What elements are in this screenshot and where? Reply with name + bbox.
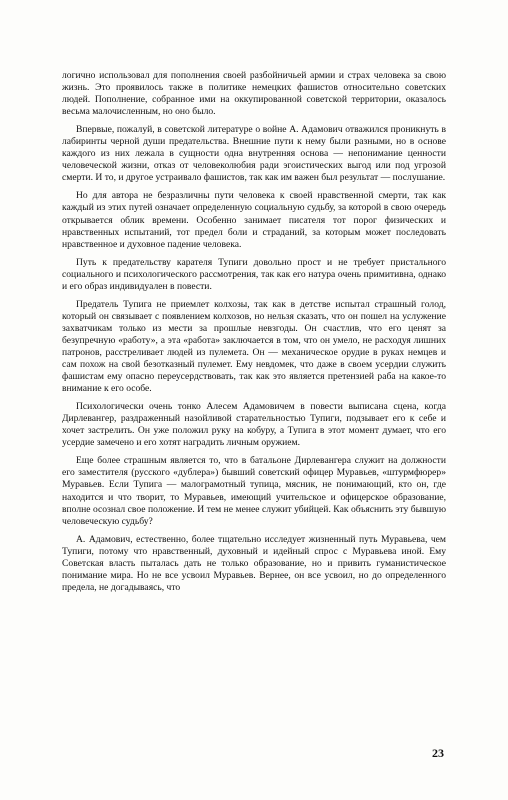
paragraph-7: Еще более страшным является то, что в батальоне Дирлевангера служит на должности его заместителя (русского «дублера») бывший советский офицер Муравьев, «штурмфюрер» Муравьев. Если Тупига — малограмотный тупица, мясник, не понимающий, кто он, где находится и что творит, то Муравьев, имеющий учительское и офицерское образование, вполне осознал свое положение. И тем не менее служит убийцей. Как объяснить эту бывшую человеческую судьбу?	[62, 455, 446, 527]
paragraph-3: Но для автора не безразличны пути человека к своей нравственной смерти, так как каждый из этих путей означает определенную социальную судьбу, за которой в свою очередь открывается облик времени. Особенно занимает писателя тот порог физических и нравственных испытаний, тот предел боли и страданий, за которым может последовать нравственное и духовное падение человека.	[62, 190, 446, 250]
paragraph-4: Путь к предательству карателя Тупиги довольно прост и не требует пристального социального и психологического рассмотрения, так как его натура очень примитивна, однако и его образ индивидуален в повести.	[62, 256, 446, 292]
paragraph-2: Впервые, пожалуй, в советской литературе о войне А. Адамович отважился проникнуть в лабиринты черной души предательства. Внешние пути к нему были разными, но в основе каждого из них лежала в сущности одна внутренняя основа — непонимание ценности человеческой жизни, отказ от человеколюбия ради эгоистических выгод или под угрозой смерти. И то, и другое устраивало фашистов, так как им важен был результат — послушание.	[62, 124, 446, 184]
page-body	[62, 70, 446, 600]
paragraph-1: логично использовал для пополнения своей разбойничьей армии и страх человека за свою жизнь. Это проявилось также в политике немецких фашистов относительно советских людей. Пополнение, собранное ими на оккупированной советской территории, оказалось весьма малочисленным, но оно было.	[62, 70, 446, 118]
paragraph-6: Психологически очень тонко Алесем Адамовичем в повести выписана сцена, когда Дирлевангер, раздраженный назойливой старательностью Тупиги, подзывает его к себе и хочет застрелить. Он уже положил руку на кобуру, а Тупига в этот момент думает, что его усердие замечено и его хотят наградить личным оружием.	[62, 401, 446, 449]
page-number: 23	[432, 746, 444, 760]
paragraph-5: Предатель Тупига не приемлет колхозы, так как в детстве испытал страшный голод, который он связывает с появлением колхозов, но нельзя сказать, что он пошел на услужение захватчикам только из мести за прошлые невзгоды. Он счастлив, что его ценят за безупречную «работу», а эта «работа» заключается в том, что он умело, не расходуя лишних патронов, расстреливает людей из пулемета. Он — механическое орудие в руках немцев и сам похож на свой безотказный пулемет. Ему невдомек, что даже в своем усердии служить фашистам ему опасно переусердствовать, так как это является претензией раба на какое-то внимание к его особе.	[62, 298, 446, 395]
paragraph-8: А. Адамович, естественно, более тщательно исследует жизненный путь Муравьева, чем Тупиги, потому что нравственный, духовный и идейный спрос с Муравьева иной. Ему Советская власть пыталась дать не только образование, но и привить гуманистическое понимание мира. Но не все усвоил Муравьев. Вернее, он все усвоил, но до определенного предела, не догадываясь, что	[62, 533, 446, 593]
